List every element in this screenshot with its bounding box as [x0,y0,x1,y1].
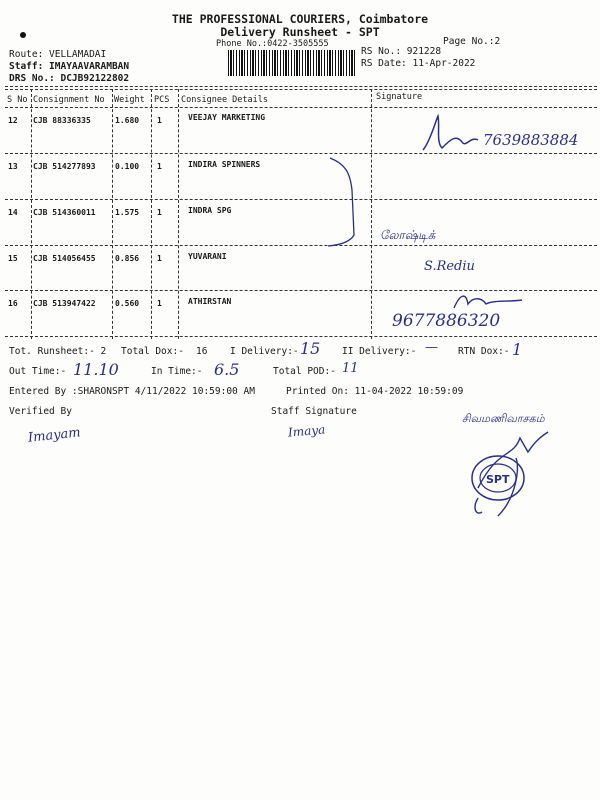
staff-signature-label: Staff Signature [271,406,357,417]
i-delivery-label: I Delivery:- [230,346,299,357]
stamp-signature-icon [458,428,558,523]
stamp-text: SPT [486,473,510,486]
row14-tamil-handwritten: லோஷ்டிக் [380,228,436,242]
total-pod-handwritten: 11 [342,361,359,376]
row-sno: 13 [8,162,18,171]
phone-number: Phone No.:0422-3505555 [216,39,329,49]
row-consignment: CJB 514277893 [33,162,96,171]
row-consignment: CJB 514360011 [33,208,96,217]
bracket-scribble-icon [320,150,380,250]
row-rule [5,199,597,200]
total-dox-value: 16 [196,346,208,357]
col-divider [112,89,113,339]
row-consignee: INDIRA SPINNERS [188,160,261,169]
row-sno: 12 [8,116,18,125]
i-delivery-handwritten: 15 [300,339,321,358]
route-label: Route: VELLAMADAI [9,49,107,60]
table-top-rule-2 [5,89,597,90]
row-weight: 1.680 [115,116,140,125]
row-sno: 16 [8,299,18,308]
tot-runsheet: Tot. Runsheet:- 2 [9,346,107,357]
col-header-weight: Weight [114,95,145,105]
col-header-pcs: PCS [154,95,170,105]
verified-by-label: Verified By [9,406,72,417]
rs-number: RS No.: 921228 [361,46,442,57]
table-header-rule [5,107,597,108]
ii-delivery-label: II Delivery:- [342,346,417,357]
total-pod-label: Total POD:- [273,366,336,377]
row-weight: 0.856 [115,254,140,263]
out-time-label: Out Time:- [9,366,67,377]
row-pcs: 1 [157,254,162,263]
rtn-dox-handwritten: 1 [512,340,523,359]
tamil-signature-handwritten: சிவமணிவாசகம் [462,412,545,425]
document-title: Delivery Runsheet - SPT [220,25,380,39]
col-divider [31,89,32,339]
col-header-sno: S No [7,95,28,105]
barcode-icon [228,50,356,76]
row-rule [5,245,597,246]
rs-date: RS Date: 11-Apr-2022 [361,58,476,69]
entered-by: Entered By :SHARONSPT 4/11/2022 10:59:00 AM [9,386,255,397]
table-top-rule [5,86,597,87]
col-divider [151,89,152,339]
drs-number: DRS No.: DCJB92122802 [9,73,130,84]
staff-signature-handwritten: Imaya [287,422,326,440]
rtn-dox-label: RTN Dox:- [458,346,510,357]
row-weight: 0.560 [115,299,140,308]
col-header-consignee: Consignee Details [181,95,268,105]
row12-phone-handwritten: 7639883884 [483,131,579,149]
row-pcs: 1 [157,162,162,171]
row-rule [5,153,597,154]
row16-signature-icon [450,290,530,312]
row-pcs: 1 [157,208,162,217]
row-pcs: 1 [157,299,162,308]
row-consignment: CJB 88336335 [33,116,91,125]
in-time-handwritten: 6.5 [214,360,240,379]
col-divider [178,89,179,339]
row-sno: 15 [8,254,18,263]
row-weight: 0.100 [115,162,140,171]
printed-on: Printed On: 11-04-2022 10:59:09 [286,386,464,397]
table-bottom-rule [5,336,597,337]
row-consignee: INDRA SPG [188,206,232,215]
page-number: Page No.:2 [443,36,501,47]
row-sno: 14 [8,208,18,217]
row16-phone-handwritten: 9677886320 [392,311,501,331]
row-consignee: ATHIRSTAN [188,297,232,306]
row-pcs: 1 [157,116,162,125]
row-weight: 1.575 [115,208,140,217]
total-dox-label: Total Dox:- [121,346,184,357]
row-consignment: CJB 513947422 [33,299,96,308]
company-name: THE PROFESSIONAL COURIERS, Coimbatore [171,12,429,26]
out-time-handwritten: 11.10 [73,360,119,379]
in-time-label: In Time:- [151,366,203,377]
ii-delivery-handwritten: — [425,340,438,355]
row12-signature-icon [418,112,488,157]
row-consignee: VEEJAY MARKETING [188,113,266,122]
row-consignee: YUVARANI [188,252,227,261]
row-consignment: CJB 514056455 [33,254,96,263]
col-header-signature: Signature [376,92,423,102]
staff-label: Staff: IMAYAAVARAMBAN [9,61,130,72]
row15-signature-handwritten: S.Rediu [424,259,475,274]
verified-signature-handwritten: Imayam [27,425,82,446]
punch-mark-icon [20,32,26,38]
col-header-consignment: Consignment No [33,95,105,105]
